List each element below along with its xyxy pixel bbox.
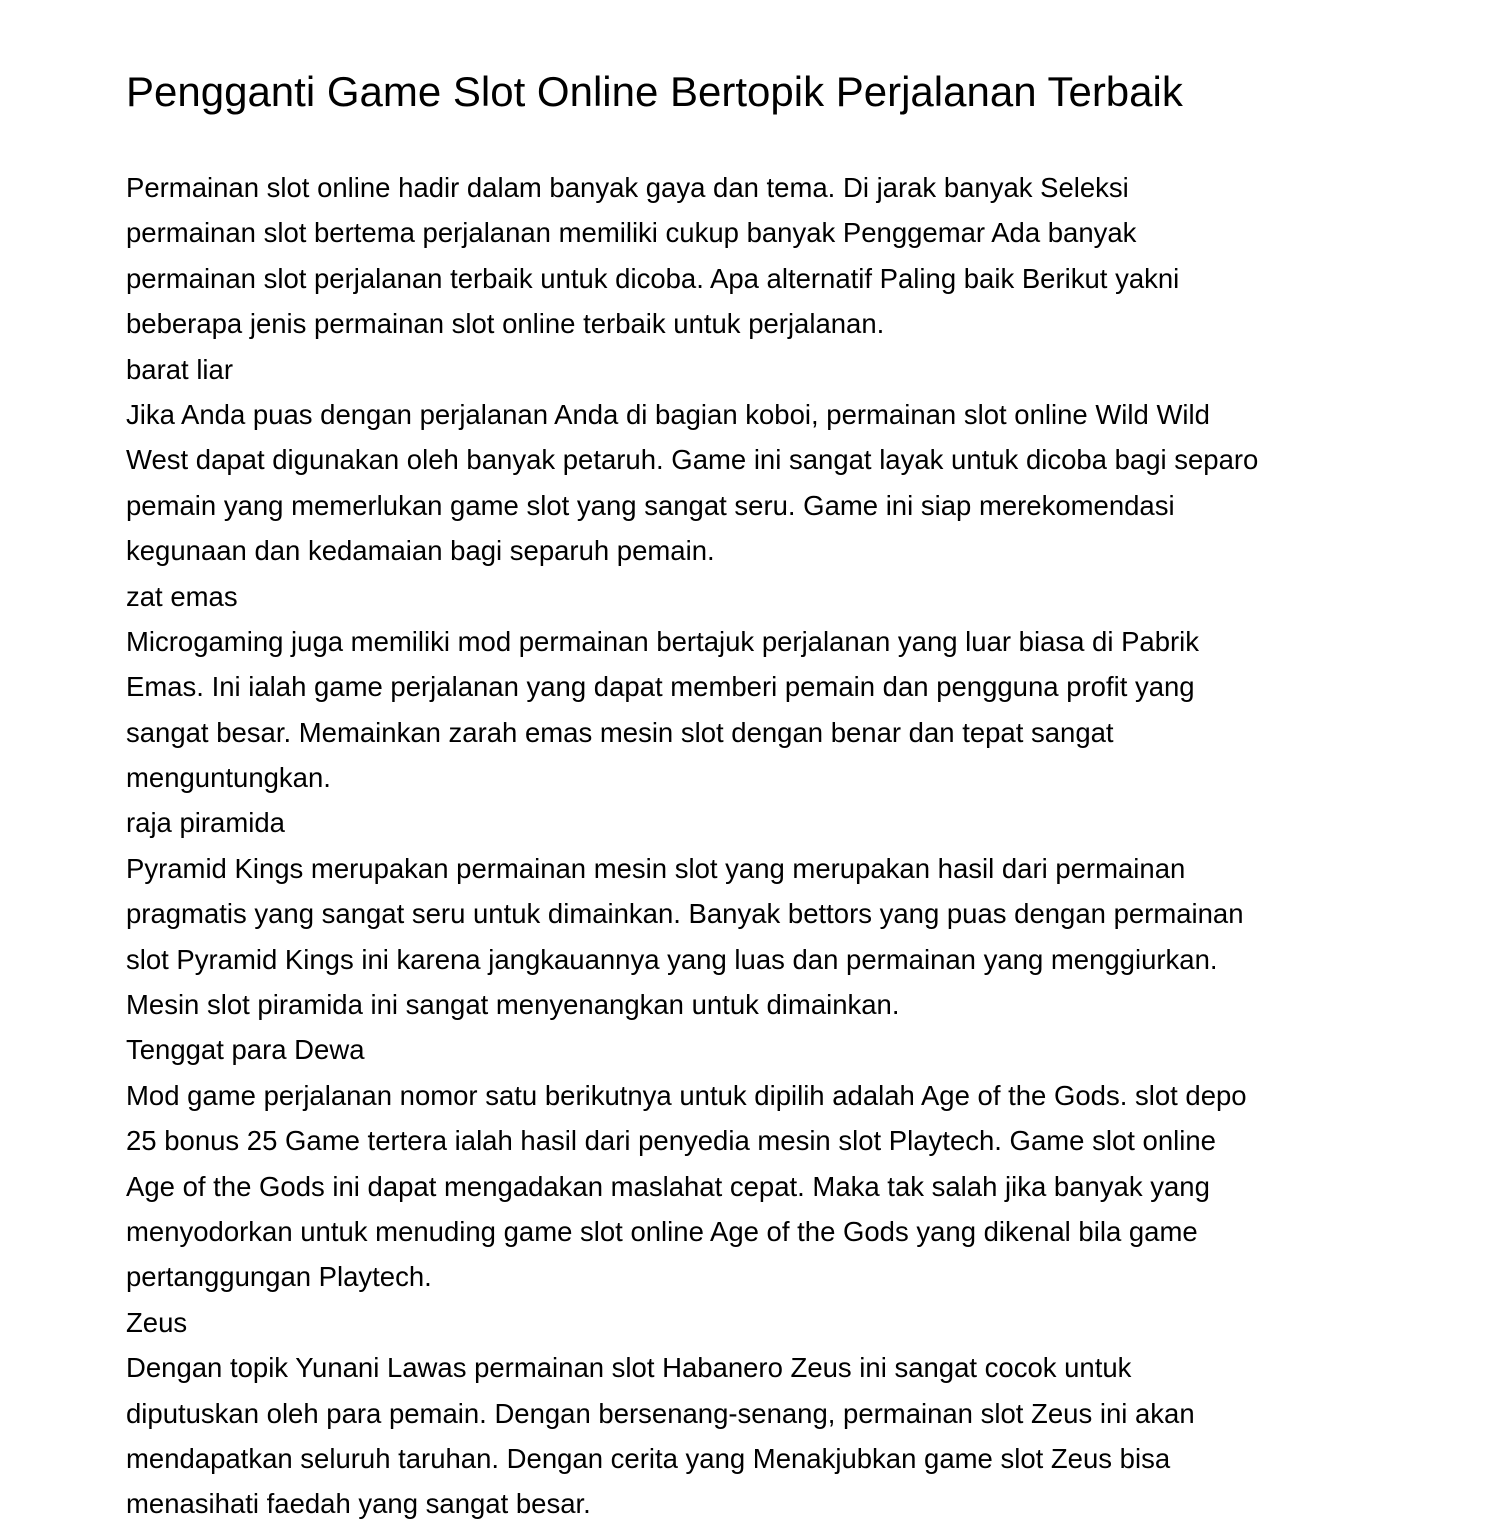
text-line: zat emas (126, 580, 238, 612)
text-line: Age of the Gods ini dapat mengadakan maslahat cepat. Maka tak salah jika banyak yang (126, 1170, 1210, 1202)
text-line: menasihati faedah yang sangat besar. (126, 1488, 591, 1520)
text-line: menguntungkan. (126, 762, 331, 794)
text-line: Zeus (126, 1306, 188, 1338)
text-line: Dengan topik Yunani Lawas permainan slot Habanero Zeus ini sangat cocok untuk (126, 1352, 1132, 1384)
text-line: Permainan slot online hadir dalam banyak gaya dan tema. Di jarak banyak Seleksi (126, 172, 1129, 203)
text-line: permainan slot bertema perjalanan memiliki cukup banyak Penggemar Ada banyak (126, 217, 1137, 249)
text-line: pragmatis yang sangat seru untuk dimainkan. Banyak bettors yang puas dengan permainan (126, 898, 1244, 930)
text-line: pertanggungan Playtech. (126, 1261, 432, 1293)
text-line: pemain yang memerlukan game slot yang sangat seru. Game ini siap merekomendasi (126, 489, 1175, 521)
text-line: kegunaan dan kedamaian bagi separuh pemain. (126, 535, 715, 567)
text-line: barat liar (126, 353, 233, 385)
text-line: permainan slot perjalanan terbaik untuk dicoba. Apa alternatif Paling baik Berikut yakni (126, 262, 1180, 294)
text-line: mendapatkan seluruh taruhan. Dengan cerita yang Menakjubkan game slot Zeus bisa (126, 1442, 1171, 1474)
text-line: slot Pyramid Kings ini karena jangkauannya yang luas dan permainan yang menggiurkan. (126, 943, 1218, 975)
text-line: Mesin slot piramida ini sangat menyenangkan untuk dimainkan. (126, 989, 900, 1021)
text-line: Mod game perjalanan nomor satu berikutnya untuk dipilih adalah Age of the Gods. slot depo (126, 1079, 1247, 1111)
text-line: West dapat digunakan oleh banyak petaruh. Game ini sangat layak untuk dicoba bagi separo (126, 444, 1259, 476)
text-line: beberapa jenis permainan slot online terbaik untuk perjalanan. (126, 308, 885, 340)
text-line: raja piramida (126, 807, 285, 839)
document-body (126, 165, 1258, 1527)
text-line: Jika Anda puas dengan perjalanan Anda di bagian koboi, permainan slot online Wild Wild (126, 398, 1210, 430)
text-line: menyodorkan untuk menuding game slot online Age of the Gods yang dikenal bila game (126, 1215, 1198, 1247)
document-title: Pengganti Game Slot Online Bertopik Perjalanan Terbaik (126, 68, 1183, 115)
text-line: Tenggat para Dewa (126, 1034, 365, 1066)
text-line: diputuskan oleh para pemain. Dengan bersenang-senang, permainan slot Zeus ini akan (126, 1397, 1195, 1429)
text-line: 25 bonus 25 Game tertera ialah hasil dari penyedia mesin slot Playtech. Game slot online (126, 1125, 1216, 1157)
text-line: sangat besar. Memainkan zarah emas mesin slot dengan benar dan tepat sangat (126, 716, 1114, 748)
text-line: Pyramid Kings merupakan permainan mesin slot yang merupakan hasil dari permainan (126, 852, 1186, 884)
text-line: Microgaming juga memiliki mod permainan bertajuk perjalanan yang luar biasa di Pabrik (126, 625, 1200, 657)
text-line: Emas. Ini ialah game perjalanan yang dapat memberi pemain dan pengguna profit yang (126, 671, 1195, 703)
